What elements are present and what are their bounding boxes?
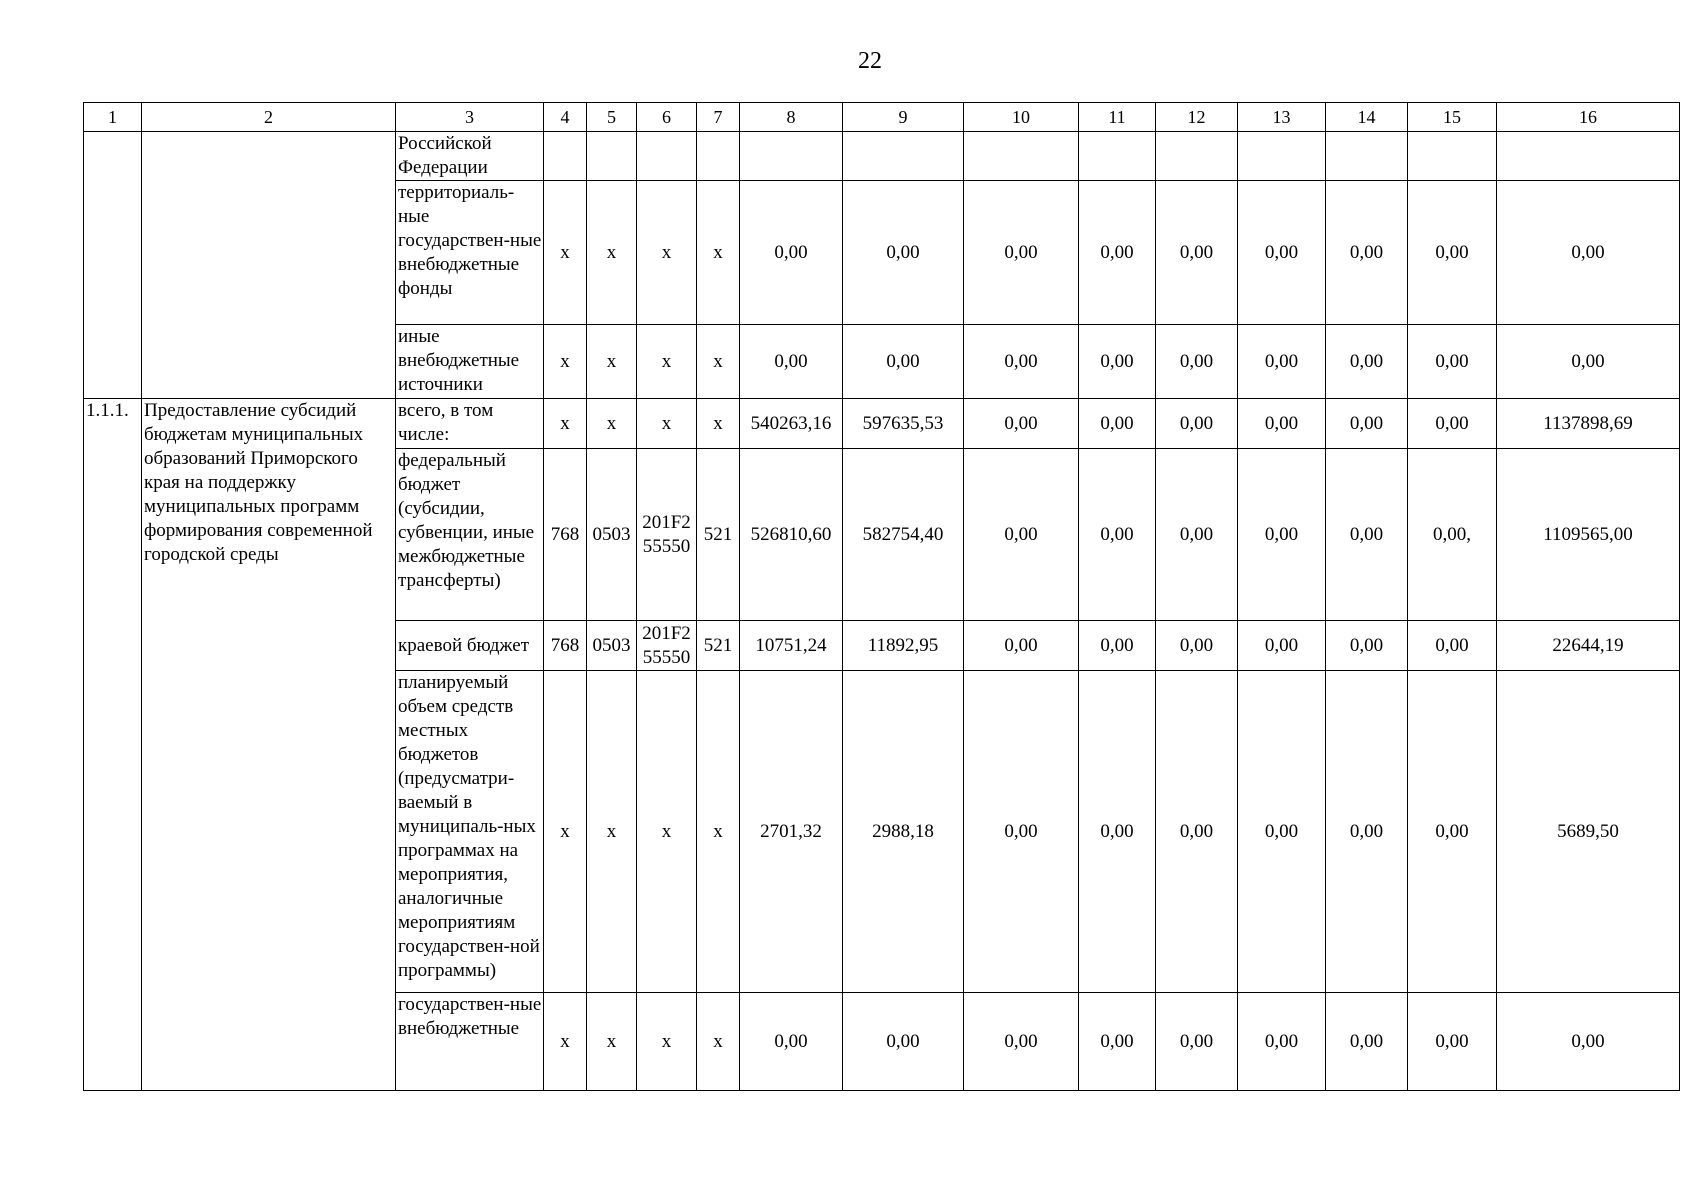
- value-cell: 0,00: [1156, 621, 1238, 671]
- cell-col4: х: [544, 325, 587, 399]
- cell-col5: х: [587, 993, 637, 1091]
- value-cell: 11892,95: [843, 621, 964, 671]
- cell-col6: [637, 621, 697, 671]
- column-header: 2: [142, 103, 396, 132]
- value-cell: 0,00: [1079, 449, 1156, 621]
- value-cell: 0,00: [1238, 325, 1326, 399]
- cell-col5: х: [587, 325, 637, 399]
- value-cell: 0,00: [1408, 993, 1497, 1091]
- value-cell: 0,00: [1238, 449, 1326, 621]
- value-cell: 0,00: [964, 621, 1079, 671]
- cell-col7: х: [697, 325, 740, 399]
- cell-col6: х: [637, 325, 697, 399]
- budget-table: [83, 102, 1680, 1091]
- value-cell: [740, 132, 843, 181]
- funding-source: всего, в том числе:: [396, 399, 544, 449]
- cell-col7: х: [697, 399, 740, 449]
- value-cell: 0,00: [964, 993, 1079, 1091]
- cell-col7: [697, 132, 740, 181]
- value-cell: 0,00: [1079, 671, 1156, 993]
- column-header: 1: [84, 103, 142, 132]
- value-cell: 2988,18: [843, 671, 964, 993]
- value-cell: 0,00: [964, 449, 1079, 621]
- value-cell: 0,00: [1156, 399, 1238, 449]
- value-cell: 0,00: [1408, 325, 1497, 399]
- value-cell: 0,00: [1497, 325, 1680, 399]
- table-row: [84, 132, 1680, 181]
- cell-col4: 768: [544, 449, 587, 621]
- value-cell: 0,00: [1238, 399, 1326, 449]
- column-header: 8: [740, 103, 843, 132]
- column-header: 9: [843, 103, 964, 132]
- column-header: 12: [1156, 103, 1238, 132]
- value-cell: 0,00: [1156, 449, 1238, 621]
- value-cell: 0,00: [740, 993, 843, 1091]
- value-cell: 0,00: [964, 671, 1079, 993]
- funding-source: Российской Федерации: [396, 132, 544, 181]
- value-cell: 0,00: [1408, 671, 1497, 993]
- value-cell: 5689,50: [1497, 671, 1680, 993]
- value-cell: 0,00: [1156, 993, 1238, 1091]
- value-cell: 582754,40: [843, 449, 964, 621]
- funding-source: государствен-ные внебюджетные: [396, 993, 544, 1091]
- column-header: 6: [637, 103, 697, 132]
- value-cell: 0,00: [1156, 671, 1238, 993]
- cell-col4: х: [544, 181, 587, 325]
- cell-col5: х: [587, 399, 637, 449]
- value-cell: 0,00: [1326, 621, 1408, 671]
- column-header: 4: [544, 103, 587, 132]
- target-article-code: 201F2: [642, 622, 691, 644]
- value-cell: 0,00: [1408, 621, 1497, 671]
- empty-name-cell: [142, 132, 396, 399]
- funding-source: федеральный бюджет (субсидии, субвенции, иные межбюджетные трансферты): [396, 449, 544, 621]
- cell-col5: 0503: [587, 621, 637, 671]
- cell-col6: [637, 132, 697, 181]
- target-article-code: 55550: [642, 535, 691, 557]
- cell-col6: [637, 449, 697, 621]
- value-cell: 0,00: [1326, 993, 1408, 1091]
- column-header: 15: [1408, 103, 1497, 132]
- cell-col4: 768: [544, 621, 587, 671]
- cell-col5: [587, 132, 637, 181]
- value-cell: 0,00: [1326, 325, 1408, 399]
- cell-col7: 521: [697, 621, 740, 671]
- value-cell: 0,00: [964, 325, 1079, 399]
- value-cell: [843, 132, 964, 181]
- value-cell: 0,00: [1079, 993, 1156, 1091]
- value-cell: 2701,32: [740, 671, 843, 993]
- column-header: 5: [587, 103, 637, 132]
- value-cell: 0,00: [1497, 181, 1680, 325]
- column-header: 7: [697, 103, 740, 132]
- value-cell: 0,00: [964, 181, 1079, 325]
- value-cell: 22644,19: [1497, 621, 1680, 671]
- value-cell: 0,00: [1238, 181, 1326, 325]
- cell-col7: х: [697, 181, 740, 325]
- value-cell: 0,00: [1326, 181, 1408, 325]
- value-cell: 0,00: [1326, 399, 1408, 449]
- cell-col5: х: [587, 181, 637, 325]
- column-header: 13: [1238, 103, 1326, 132]
- table-row: [84, 399, 1680, 449]
- value-cell: 0,00: [1408, 399, 1497, 449]
- funding-source: иные внебюджетные источники: [396, 325, 544, 399]
- value-cell: 0,00: [740, 325, 843, 399]
- cell-col6: х: [637, 993, 697, 1091]
- value-cell: 0,00: [843, 993, 964, 1091]
- cell-col6: х: [637, 671, 697, 993]
- value-cell: 0,00: [1079, 399, 1156, 449]
- value-cell: [1238, 132, 1326, 181]
- value-cell: 0,00: [740, 181, 843, 325]
- cell-col4: х: [544, 399, 587, 449]
- value-cell: [1326, 132, 1408, 181]
- empty-number-cell: [84, 132, 142, 399]
- column-header: 14: [1326, 103, 1408, 132]
- value-cell: 0,00: [1079, 181, 1156, 325]
- value-cell: 10751,24: [740, 621, 843, 671]
- funding-source: краевой бюджет: [396, 621, 544, 671]
- value-cell: 540263,16: [740, 399, 843, 449]
- value-cell: 1137898,69: [1497, 399, 1680, 449]
- cell-col7: 521: [697, 449, 740, 621]
- cell-col7: х: [697, 671, 740, 993]
- value-cell: 0,00: [843, 325, 964, 399]
- value-cell: 0,00: [1326, 449, 1408, 621]
- value-cell: 0,00: [1497, 993, 1680, 1091]
- page-number: 22: [858, 48, 882, 74]
- value-cell: [964, 132, 1079, 181]
- item-name: Предоставление субсидий бюджетам муниципальных образований Приморского края на поддержку муниципальных программ формирования современной городской среды: [142, 399, 396, 1091]
- value-cell: 0,00: [1079, 621, 1156, 671]
- target-article-code: 55550: [642, 646, 691, 668]
- funding-source: территориаль-ные государствен-ные внебюджетные фонды: [396, 181, 544, 325]
- value-cell: 0,00,: [1408, 449, 1497, 621]
- value-cell: 0,00: [1238, 993, 1326, 1091]
- value-cell: 1109565,00: [1497, 449, 1680, 621]
- value-cell: [1408, 132, 1497, 181]
- value-cell: 0,00: [1326, 671, 1408, 993]
- value-cell: 0,00: [1156, 181, 1238, 325]
- column-header: 16: [1497, 103, 1680, 132]
- cell-col4: [544, 132, 587, 181]
- cell-col7: х: [697, 993, 740, 1091]
- cell-col5: 0503: [587, 449, 637, 621]
- header-row: [84, 103, 1680, 132]
- funding-source: планируемый объем средств местных бюджетов (предусматри-ваемый в муниципаль-ных программах на мероприятия, аналогичные мероприятиям государствен-ной программы): [396, 671, 544, 993]
- column-header: 3: [396, 103, 544, 132]
- value-cell: 0,00: [843, 181, 964, 325]
- value-cell: 0,00: [1238, 621, 1326, 671]
- target-article-code: 201F2: [642, 511, 691, 533]
- cell-col4: х: [544, 671, 587, 993]
- item-number: 1.1.1.: [84, 399, 142, 1091]
- value-cell: [1497, 132, 1680, 181]
- value-cell: 0,00: [964, 399, 1079, 449]
- value-cell: 0,00: [1408, 181, 1497, 325]
- value-cell: [1079, 132, 1156, 181]
- cell-col6: х: [637, 181, 697, 325]
- value-cell: [1156, 132, 1238, 181]
- value-cell: 0,00: [1238, 671, 1326, 993]
- column-header: 11: [1079, 103, 1156, 132]
- value-cell: 597635,53: [843, 399, 964, 449]
- column-header: 10: [964, 103, 1079, 132]
- value-cell: 0,00: [1079, 325, 1156, 399]
- cell-col4: х: [544, 993, 587, 1091]
- cell-col6: х: [637, 399, 697, 449]
- cell-col5: х: [587, 671, 637, 993]
- value-cell: 526810,60: [740, 449, 843, 621]
- value-cell: 0,00: [1156, 325, 1238, 399]
